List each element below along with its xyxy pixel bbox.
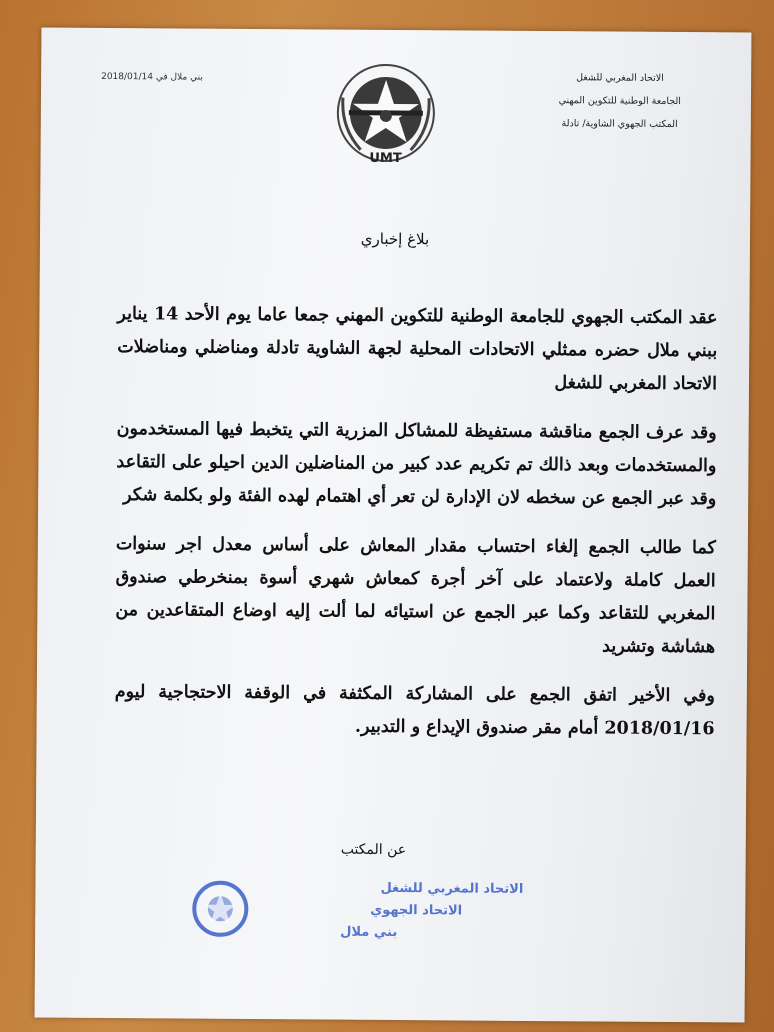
header-date: بني ملال في 2018/01/14 bbox=[101, 71, 203, 83]
union-logo bbox=[330, 58, 441, 169]
header-organization bbox=[558, 67, 681, 136]
office-stamp bbox=[190, 869, 524, 950]
logo-text: UMT bbox=[369, 150, 402, 167]
stamp-line: الاتحاد المغربي للشغل bbox=[380, 880, 524, 897]
body-paragraph: كما طالب الجمع إلغاء احتساب مقدار المعاش على أساس معدل اجر سنوات العمل كاملة ولاعتماد على آخر أجرة كمعاش شهري أسوة بمنخرطي صندوق المغربي للتقاعد وكما عبر الجمع عن استيائه لما ألت إليه اوضاع المتقاعدين من هشاشة وتشريد bbox=[115, 534, 716, 658]
org-line: الاتحاد المغربي للشغل bbox=[576, 72, 664, 84]
document-body bbox=[114, 298, 717, 762]
document-page bbox=[35, 28, 752, 1023]
stamp-line: بني ملال bbox=[340, 924, 398, 941]
body-paragraph: عقد المكتب الجهوي للجامعة الوطنية للتكوين المهني جمعا عاما يوم الأحد 14 يناير ببني ملال حضره ممثلي الاتحادات المحلية لجهة الشاوية تادلة ومناضلي ومناضلات الاتحاد المغربي للشغل bbox=[117, 304, 718, 395]
stamp-line: الاتحاد الجهوي bbox=[370, 902, 463, 919]
org-line: الجامعة الوطنية للتكوين المهني bbox=[558, 94, 682, 107]
body-paragraph: وقد عرف الجمع مناقشة مستفيظة للمشاكل المزرية التي يتخبط فيها المستخدمون والمستخدمات وبعد ذالك تم تكريم عدد كبير من المناضلين الدين احيلو على التقاعد وقد عبر الجمع عن سخطه لان الإدارة لن تعر أي اهتمام لهده الفئة ولو بكلمة شكر bbox=[116, 419, 717, 510]
body-paragraph: وفي الأخير اتفق الجمع على المشاركة المكثفة في الوقفة الاحتجاجية ليوم 2018/01/16 أمام مقر صندوق الإيداع و التدبير. bbox=[114, 682, 715, 740]
org-line: المكتب الجهوي الشاوية/ تادلة bbox=[561, 117, 678, 130]
document-title: بلاغ إخباري bbox=[360, 229, 430, 249]
signature-line: عن المكتب bbox=[340, 841, 407, 859]
